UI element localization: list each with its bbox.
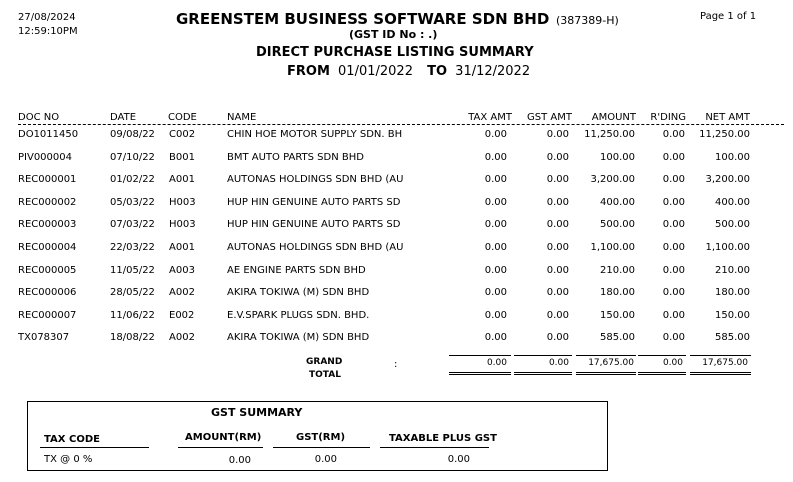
cell-rding: 0.00 [662,174,685,186]
table-row [0,197,793,211]
table-row [0,310,793,324]
cell-name: E.V.SPARK PLUGS SDN. BHD. [227,309,370,321]
total-double-line-rding [638,372,686,375]
col-doc-no: DOC NO [18,112,60,123]
cell-tax-amt: 0.00 [484,196,507,208]
cell-amount: 100.00 [600,151,635,163]
grand-total-net: 17,675.00 [702,358,748,368]
gst-summary-title: GST SUMMARY [211,406,303,419]
date-range [287,64,530,79]
cell-net-amt: 400.00 [715,196,750,208]
cell-name: HUP HIN GENUINE AUTO PARTS SD [227,196,401,208]
to-date: 31/12/2022 [455,64,531,79]
cell-rding: 0.00 [662,219,685,231]
col-name: NAME [227,112,257,123]
cell-code: H003 [169,196,196,208]
total-label: TOTAL [309,370,341,380]
cell-gst-amt: 0.00 [546,151,569,163]
table-row [0,219,793,233]
cell-doc-no: PIV000004 [18,151,72,163]
cell-code: A002 [169,287,195,299]
table-row [0,287,793,301]
cell-date: 05/03/22 [110,196,155,208]
gst-underline-gst [273,447,370,448]
col-date: DATE [110,112,137,123]
cell-net-amt: 1,100.00 [705,242,750,253]
table-row [0,152,793,166]
cell-doc-no: REC000003 [18,219,77,231]
cell-net-amt: 585.00 [715,332,750,344]
gst-amount-value: 0.00 [228,455,251,466]
total-double-line-net [690,372,751,375]
cell-doc-no: TX078307 [18,332,70,344]
print-date: 27/08/2024 [18,12,76,23]
cell-tax-amt: 0.00 [484,129,507,140]
cell-tax-amt: 0.00 [484,174,507,186]
cell-amount: 180.00 [600,287,635,299]
cell-date: 22/03/22 [110,242,155,253]
gst-taxable-value: 0.00 [447,454,470,465]
cell-code: A001 [169,174,195,186]
cell-gst-amt: 0.00 [546,264,569,276]
from-label: FROM [287,64,330,79]
gst-col-tax-code: TAX CODE [44,434,100,445]
cell-date: 09/08/22 [110,129,155,140]
cell-date: 11/05/22 [110,264,155,276]
cell-net-amt: 210.00 [715,264,750,276]
gst-underline-tax-code [40,447,149,448]
cell-tax-amt: 0.00 [484,287,507,299]
company-name: GREENSTEM BUSINESS SOFTWARE SDN BHD [176,10,550,28]
cell-net-amt: 150.00 [715,309,750,321]
gst-tax-code-value: TX @ 0 % [44,454,93,465]
cell-code: A001 [169,242,195,253]
cell-code: A002 [169,332,195,344]
cell-amount: 150.00 [600,309,635,321]
cell-date: 07/03/22 [110,219,155,231]
cell-gst-amt: 0.00 [546,332,569,344]
gst-col-gst: GST(RM) [296,432,346,443]
gst-underline-taxable [380,447,489,448]
cell-tax-amt: 0.00 [484,309,507,321]
cell-net-amt: 11,250.00 [699,129,750,140]
cell-doc-no: REC000002 [18,196,77,208]
col-rding: R'DING [650,112,686,123]
cell-tax-amt: 0.00 [484,219,507,231]
cell-name: CHIN HOE MOTOR SUPPLY SDN. BH [227,129,403,140]
total-line-amount [576,355,636,356]
cell-tax-amt: 0.00 [484,242,507,253]
cell-amount: 500.00 [600,219,635,231]
cell-date: 07/10/22 [110,151,155,163]
cell-name: BMT AUTO PARTS SDN BHD [227,151,364,163]
report-title: DIRECT PURCHASE LISTING SUMMARY [256,45,534,60]
total-line-tax [449,355,511,356]
table-row [0,129,793,143]
total-line-gst [514,355,572,356]
cell-amount: 400.00 [600,196,635,208]
cell-rding: 0.00 [662,332,685,344]
grand-total-rding: 0.00 [662,358,683,368]
col-gst-amt: GST AMT [527,112,572,123]
cell-code: C002 [169,129,196,140]
cell-code: A003 [169,264,195,276]
print-time: 12:59:10PM [18,26,78,37]
from-date: 01/01/2022 [338,64,413,79]
grand-label: GRAND [306,357,343,367]
gst-col-amount: AMOUNT(RM) [185,432,262,443]
cell-amount: 1,100.00 [590,242,635,253]
cell-net-amt: 3,200.00 [705,174,750,186]
cell-doc-no: REC000006 [18,287,77,299]
cell-name: AKIRA TOKIWA (M) SDN BHD [227,287,370,299]
gst-id: (GST ID No : .) [349,28,438,41]
cell-rding: 0.00 [662,151,685,163]
gst-gst-value: 0.00 [314,454,337,465]
cell-code: B001 [169,151,195,163]
total-double-line-tax [449,372,511,375]
cell-amount: 3,200.00 [590,174,635,186]
cell-rding: 0.00 [662,264,685,276]
cell-rding: 0.00 [662,129,685,140]
table-row [0,332,793,346]
gst-col-taxable: TAXABLE PLUS GST [389,433,497,444]
cell-amount: 11,250.00 [584,129,635,140]
col-amount: AMOUNT [591,112,636,123]
cell-gst-amt: 0.00 [546,196,569,208]
cell-doc-no: DO1011450 [18,129,79,140]
total-double-line-gst [514,372,572,375]
table-row [0,242,793,256]
cell-gst-amt: 0.00 [546,242,569,253]
total-double-line-amount [576,372,636,375]
grand-total-amount: 17,675.00 [588,358,634,368]
total-line-net [690,355,751,356]
cell-gst-amt: 0.00 [546,309,569,321]
cell-tax-amt: 0.00 [484,264,507,276]
cell-gst-amt: 0.00 [546,287,569,299]
total-line-rding [638,355,686,356]
cell-code: E002 [169,309,195,321]
cell-name: AUTONAS HOLDINGS SDN BHD (AU [227,242,404,253]
cell-net-amt: 100.00 [715,151,750,163]
table-row [0,265,793,279]
cell-name: AKIRA TOKIWA (M) SDN BHD [227,332,370,344]
grand-total-tax: 0.00 [486,358,507,368]
col-net-amt: NET AMT [705,112,750,123]
gst-summary-box [27,401,608,471]
cell-amount: 210.00 [600,264,635,276]
cell-name: AUTONAS HOLDINGS SDN BHD (AU [227,174,404,186]
cell-tax-amt: 0.00 [484,332,507,344]
grand-total-gst: 0.00 [548,358,569,368]
cell-date: 11/06/22 [110,309,155,321]
cell-date: 28/05/22 [110,287,155,299]
cell-rding: 0.00 [662,196,685,208]
gst-underline-amount [178,447,263,448]
cell-amount: 585.00 [600,332,635,344]
cell-gst-amt: 0.00 [546,129,569,140]
header-divider [18,124,784,125]
cell-doc-no: REC000004 [18,242,77,253]
cell-tax-amt: 0.00 [484,151,507,163]
cell-code: H003 [169,219,196,231]
table-row [0,174,793,188]
cell-rding: 0.00 [662,309,685,321]
page-indicator: Page 1 of 1 [700,11,757,22]
to-label: TO [427,64,448,79]
grand-total-colon: : [394,359,398,370]
company-reg-no: (387389-H) [556,14,619,27]
cell-date: 01/02/22 [110,174,155,186]
col-tax-amt: TAX AMT [468,112,512,123]
cell-gst-amt: 0.00 [546,174,569,186]
cell-net-amt: 180.00 [715,287,750,299]
cell-rding: 0.00 [662,242,685,253]
cell-doc-no: REC000007 [18,309,77,321]
cell-doc-no: REC000005 [18,264,77,276]
cell-rding: 0.00 [662,287,685,299]
col-code: CODE [168,112,197,123]
cell-date: 18/08/22 [110,332,155,344]
cell-gst-amt: 0.00 [546,219,569,231]
cell-name: AE ENGINE PARTS SDN BHD [227,264,366,276]
cell-net-amt: 500.00 [715,219,750,231]
cell-name: HUP HIN GENUINE AUTO PARTS SD [227,219,401,231]
cell-doc-no: REC000001 [18,174,77,186]
